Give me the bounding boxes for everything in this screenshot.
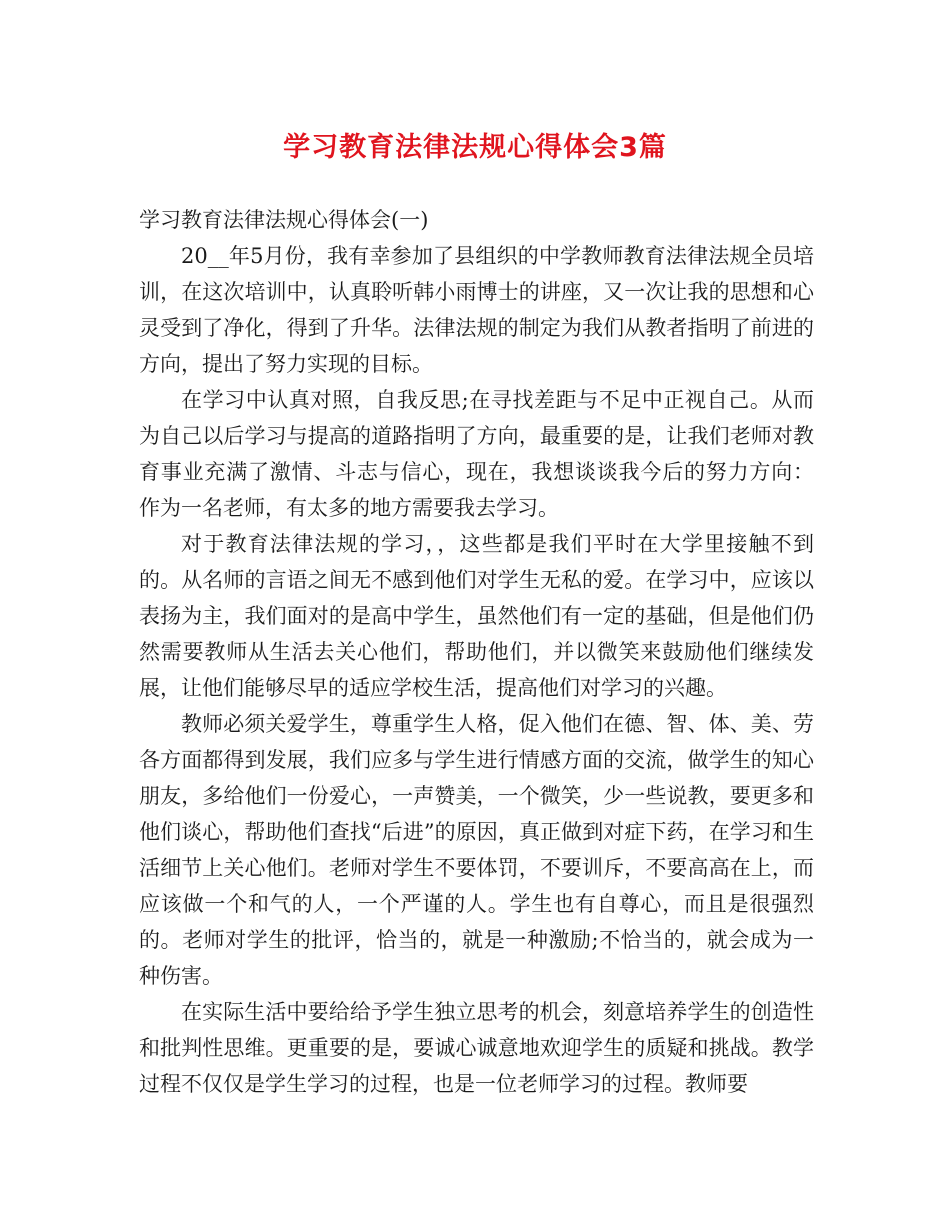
document-body [139, 202, 814, 1102]
document-title: 学习教育法律法规心得体会3篇 [283, 132, 667, 163]
paragraph-4: 教师必须关爱学生，尊重学生人格，促入他们在德、智、体、美、劳各方面都得到发展，我们应多与学生进行情感方面的交流，做学生的知心朋友，多给他们一份爱心，一声赞美，一个微笑，少一些说教，要更多和他们谈心，帮助他们查找“后进”的原因，真正做到对症下药，在学习和生活细节上关心他们。老师对学生不要体罚，不要训斥，不要高高在上，而应该做一个和气的人，一个严谨的人。学生也有自尊心，而且是很强烈的。老师对学生的批评，恰当的，就是一种激励;不恰当的，就会成为一种伤害。 [139, 712, 814, 988]
paragraph-5: 在实际生活中要给给予学生独立思考的机会，刻意培养学生的创造性和批判性思维。更重要的是，要诚心诚意地欢迎学生的质疑和挑战。教学过程不仅仅是学生学习的过程，也是一位老师学习的过程。教师要 [139, 1000, 814, 1096]
paragraph-2: 在学习中认真对照，自我反思;在寻找差距与不足中正视自己。从而为自己以后学习与提高的道路指明了方向，最重要的是，让我们老师对教育事业充满了激情、斗志与信心，现在，我想谈谈我今后的努力方向： 作为一名老师，有太多的地方需要我去学习。 [139, 388, 814, 520]
paragraph-1: 20__年5月份，我有幸参加了县组织的中学教师教育法律法规全员培训，在这次培训中，认真聆听韩小雨博士的讲座，又一次让我的思想和心灵受到了净化，得到了升华。法律法规的制定为我们从教者指明了前进的方向，提出了努力实现的目标。 [139, 244, 814, 376]
section-heading: 学习教育法律法规心得体会(一) [139, 208, 429, 232]
paragraph-3: 对于教育法律法规的学习，，这些都是我们平时在大学里接触不到的。从名师的言语之间无不感到他们对学生无私的爱。在学习中，应该以表扬为主，我们面对的是高中学生，虽然他们有一定的基础，但是他们仍然需要教师从生活去关心他们，帮助他们，并以微笑来鼓励他们继续发展，让他们能够尽早的适应学校生活，提高他们对学习的兴趣。 [139, 532, 814, 700]
